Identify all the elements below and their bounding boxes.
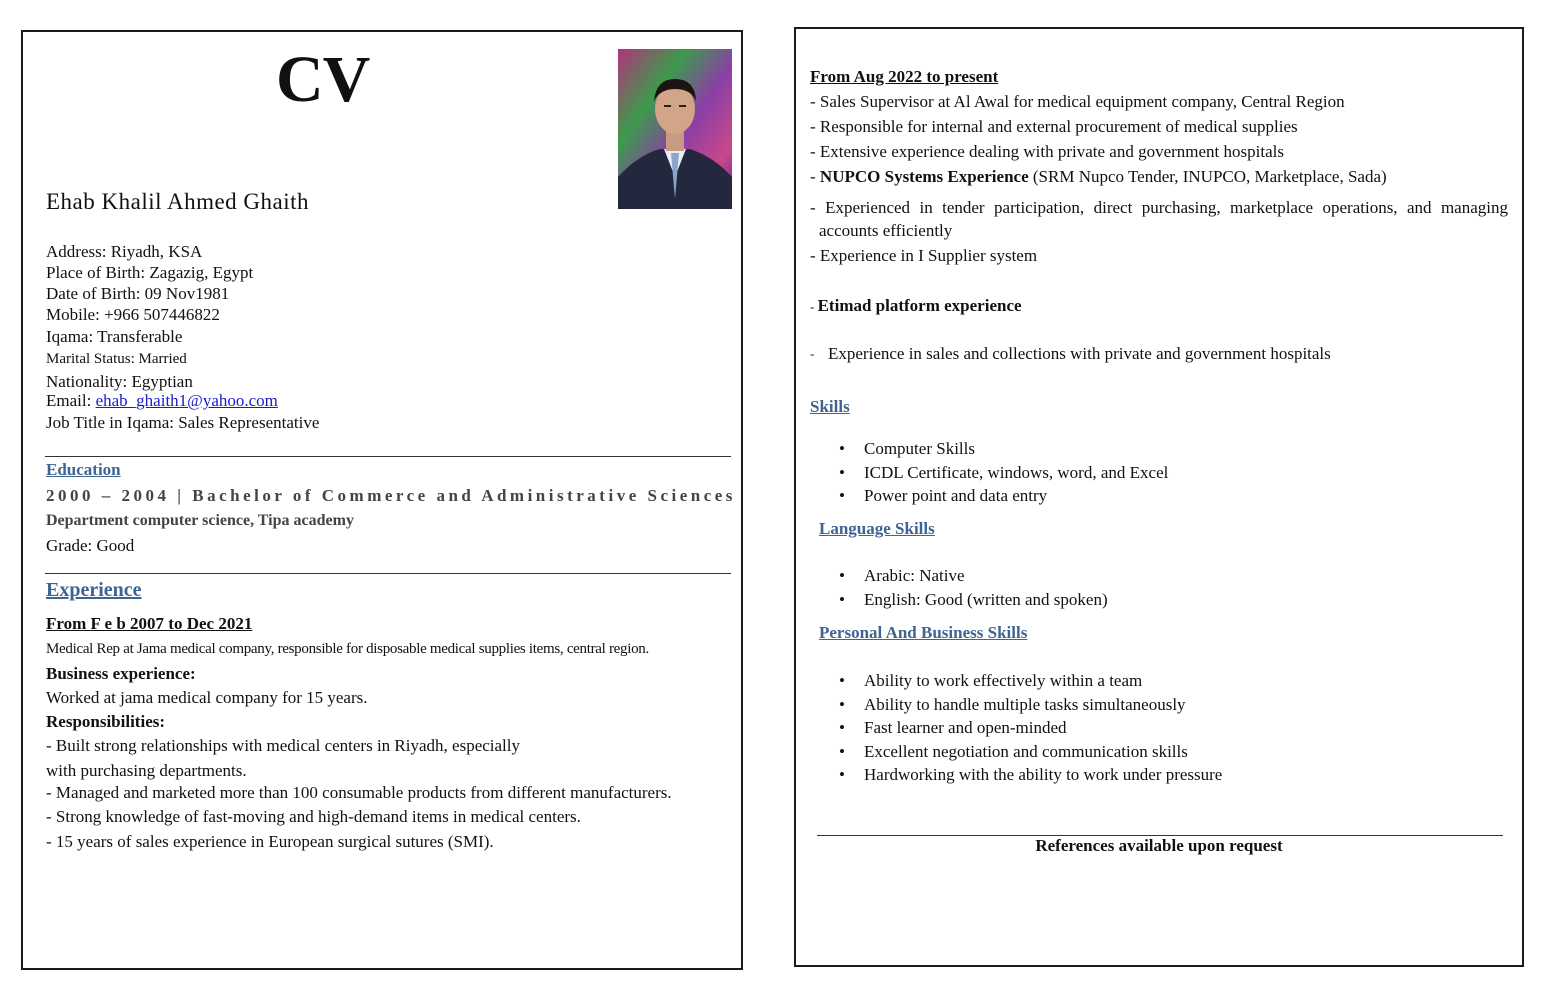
personal-skill-item: • Ability to handle multiple tasks simultaneously	[810, 693, 1222, 717]
nupco-dash: -	[810, 167, 820, 186]
nationality-line: Nationality: Egyptian	[46, 372, 193, 391]
collections-line: Experience in sales and collections with private and government hospitals	[828, 344, 1331, 363]
birth-date-line: Date of Birth: 09 Nov1981	[46, 284, 230, 303]
education-heading: Education	[46, 460, 121, 479]
current-role-line: - Sales Supervisor at Al Awal for medical equipment company, Central Region	[810, 92, 1345, 111]
collections-dash: -	[810, 346, 815, 361]
email-line	[46, 391, 278, 411]
responsibilities-label: Responsibilities:	[46, 712, 166, 731]
current-role-line: - Extensive experience dealing with private and government hospitals	[810, 142, 1284, 161]
personal-skill-item: • Fast learner and open-minded	[810, 716, 1222, 740]
experience-heading: Experience	[46, 579, 142, 601]
cv-title: CV	[276, 43, 370, 116]
tender-line-2: accounts efficiently	[819, 221, 953, 240]
experience-role: Medical Rep at Jama medical company, responsible for disposable medical supplies items, central region.	[46, 641, 649, 657]
divider	[45, 573, 731, 574]
profile-photo	[618, 49, 732, 209]
cv-page-1	[21, 30, 743, 970]
responsibility-item: - Built strong relationships with medical centers in Riyadh, especially	[46, 736, 521, 755]
references-note: References available upon request	[1035, 836, 1283, 855]
responsibility-item: with purchasing departments.	[46, 761, 247, 780]
personal-skills-list	[810, 669, 1222, 787]
current-role-line: - Responsible for internal and external procurement of medical supplies	[810, 117, 1298, 136]
skill-item: • Computer Skills	[810, 437, 1168, 461]
birth-place-line: Place of Birth: Zagazig, Egypt	[46, 263, 254, 282]
language-skills-heading: Language Skills	[819, 519, 935, 538]
personal-skill-item: • Ability to work effectively within a team	[810, 669, 1222, 693]
personal-skills-heading: Personal And Business Skills	[819, 623, 1028, 642]
divider	[45, 456, 731, 457]
email-label: Email:	[46, 391, 96, 410]
education-degree: 2000 – 2004 | Bachelor of Commerce and Administrative Sciences	[46, 486, 736, 505]
language-item: • English: Good (written and spoken)	[810, 588, 1108, 612]
personal-skill-item: • Excellent negotiation and communication skills	[810, 740, 1222, 764]
etimad-line	[810, 296, 1022, 316]
responsibility-item: - Strong knowledge of fast-moving and high-demand items in medical centers.	[46, 807, 581, 826]
business-experience-label: Business experience:	[46, 664, 196, 683]
responsibility-item: - 15 years of sales experience in European surgical sutures (SMI).	[46, 832, 494, 851]
address-line: Address: Riyadh, KSA	[46, 242, 203, 261]
nupco-title: NUPCO Systems Experience	[819, 167, 1029, 186]
education-grade: Grade: Good	[46, 536, 135, 555]
language-list	[810, 564, 1108, 611]
skill-item: • Power point and data entry	[810, 484, 1168, 508]
language-item: • Arabic: Native	[810, 564, 1108, 588]
iqama-line: Iqama: Transferable	[46, 327, 183, 346]
isupplier-line: - Experience in I Supplier system	[810, 246, 1038, 265]
experience-period: From F e b 2007 to Dec 2021	[46, 614, 253, 633]
responsibility-item: - Managed and marketed more than 100 consumable products from different manufacturers.	[46, 783, 672, 802]
marital-line: Marital Status: Married	[46, 351, 187, 367]
etimad-title: Etimad platform experience	[817, 296, 1022, 315]
skill-item: • ICDL Certificate, windows, word, and Excel	[810, 461, 1168, 485]
skills-list	[810, 437, 1168, 508]
current-period: From Aug 2022 to present	[810, 67, 999, 86]
personal-skill-item: • Hardworking with the ability to work under pressure	[810, 763, 1222, 787]
profile-photo-image	[618, 49, 732, 209]
cv-page-2	[794, 27, 1524, 967]
business-experience-text: Worked at jama medical company for 15 years.	[46, 688, 368, 707]
mobile-line: Mobile: +966 507446822	[46, 305, 220, 324]
skills-heading: Skills	[810, 397, 850, 416]
nupco-details: (SRM Nupco Tender, INUPCO, Marketplace, Sada)	[1028, 167, 1387, 186]
etimad-dash: -	[810, 299, 818, 314]
education-department: Department computer science, Tipa academy	[46, 512, 354, 529]
job-title-line: Job Title in Iqama: Sales Representative	[46, 413, 320, 432]
tender-line-1: - Experienced in tender participation, direct purchasing, marketplace operations, and managing	[810, 198, 1508, 217]
full-name: Ehab Khalil Ahmed Ghaith	[46, 189, 310, 214]
email-link[interactable]: ehab_ghaith1@yahoo.com	[95, 391, 278, 410]
nupco-line	[810, 167, 1387, 187]
